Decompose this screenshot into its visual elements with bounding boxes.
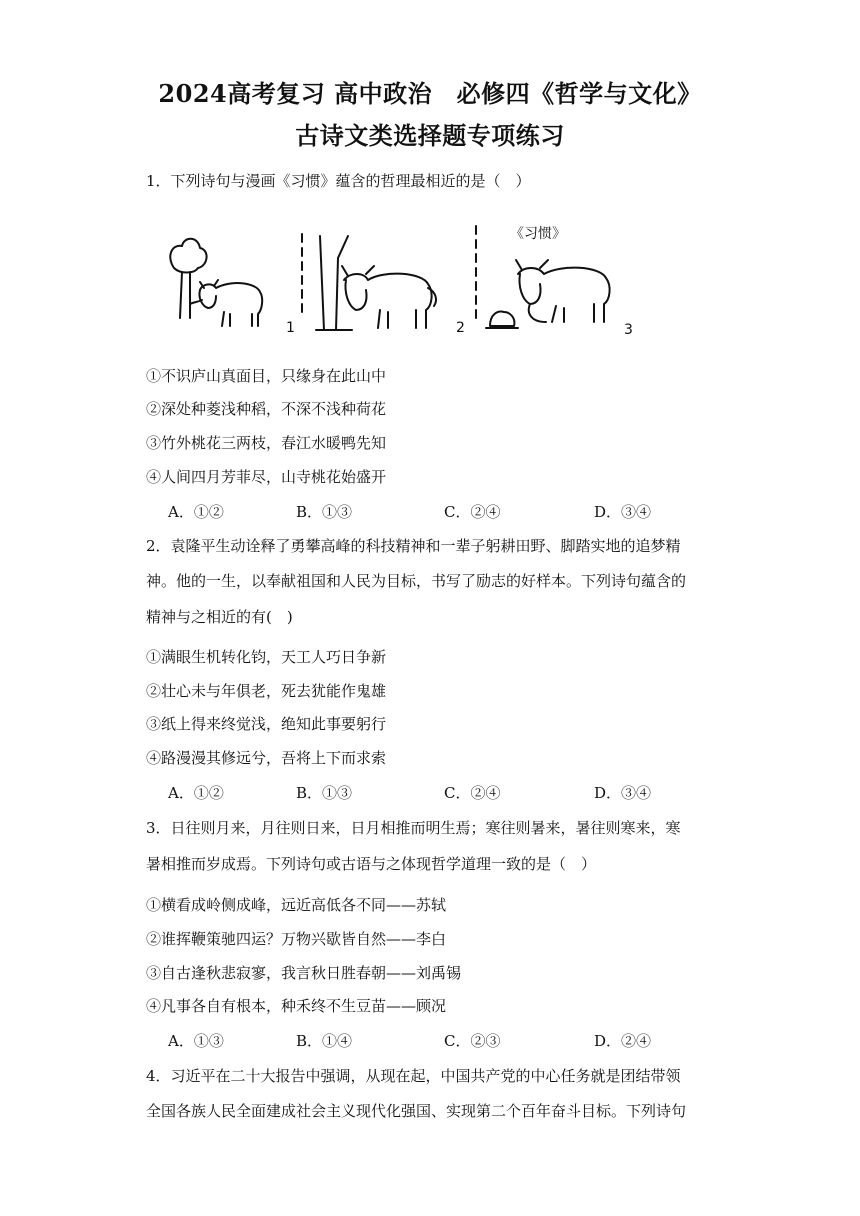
question-4-stem-line-2: 全国各族人民全面建成社会主义现代化强国、实现第二个百年奋斗目标。下列诗句 bbox=[146, 1102, 687, 1120]
question-2-item-4: ④路漫漫其修远兮，吾将上下而求索 bbox=[146, 749, 387, 767]
cartoon-panel-3 bbox=[486, 260, 610, 328]
question-1-item-2: ②深处种菱浅种稻，不深不浅种荷花 bbox=[146, 400, 387, 418]
cartoon-panel-2 bbox=[316, 236, 436, 330]
question-2-stem-line-2: 神。他的一生，以奉献祖国和人民为目标，书写了励志的好样本。下列诗句蕴含的 bbox=[146, 572, 687, 590]
question-3-option-a: A．①③ bbox=[168, 1032, 224, 1050]
cartoon-caption: 《习惯》 bbox=[510, 226, 566, 242]
question-3-stem-line-2: 暑相推而岁成焉。下列诗句或古语与之体现哲学道理一致的是（ ） bbox=[146, 855, 597, 873]
question-2-option-a: A．①② bbox=[168, 784, 224, 802]
question-1-item-3: ③竹外桃花三两枝，春江水暖鸭先知 bbox=[146, 434, 387, 452]
question-2-option-d: D．③④ bbox=[594, 784, 652, 802]
habit-cartoon bbox=[160, 218, 650, 348]
question-4-stem-line-1: 4．习近平在二十大报告中强调，从现在起，中国共产党的中心任务就是团结带领 bbox=[146, 1067, 681, 1085]
question-1-option-b: B．①③ bbox=[296, 503, 353, 521]
question-3-stem-line-1: 3．日往则月来，月往则日来，日月相推而明生焉；寒往则暑来，暑往则寒来，寒 bbox=[146, 819, 681, 837]
question-2-option-c: C．②④ bbox=[444, 784, 501, 802]
question-1-item-1: ①不识庐山真面目，只缘身在此山中 bbox=[146, 367, 387, 385]
cartoon-panel-1 bbox=[170, 239, 262, 326]
question-2-stem-line-1: 2．袁隆平生动诠释了勇攀高峰的科技精神和一辈子躬耕田野、脚踏实地的追梦精 bbox=[146, 537, 681, 555]
question-3-item-3: ③自古逢秋悲寂寥，我言秋日胜春朝——刘禹锡 bbox=[146, 964, 462, 982]
question-3-option-c: C．②③ bbox=[444, 1032, 501, 1050]
question-2-stem-line-3: 精神与之相近的有( ) bbox=[146, 608, 293, 626]
question-3-item-4: ④凡事各自有根本，种禾终不生豆苗——顾况 bbox=[146, 997, 447, 1015]
question-2-item-3: ③纸上得来终觉浅，绝知此事要躬行 bbox=[146, 715, 387, 733]
panel-number-2: 2 bbox=[456, 320, 465, 336]
question-1-option-a: A．①② bbox=[168, 503, 224, 521]
question-1-option-d: D．③④ bbox=[594, 503, 652, 521]
document-subtitle: 古诗文类选择题专项练习 bbox=[295, 121, 565, 150]
question-1-option-c: C．②④ bbox=[444, 503, 501, 521]
panel-number-1: 1 bbox=[286, 320, 295, 336]
question-3-option-b: B．①④ bbox=[296, 1032, 353, 1050]
question-1-stem: 1．下列诗句与漫画《习惯》蕴含的哲理最相近的是（ ） bbox=[146, 172, 531, 190]
question-3-option-d: D．②④ bbox=[594, 1032, 652, 1050]
question-1-item-4: ④人间四月芳菲尽，山寺桃花始盛开 bbox=[146, 468, 387, 486]
document-title: 2024高考复习 高中政治 必修四《哲学与文化》 bbox=[158, 79, 702, 108]
panel-number-3: 3 bbox=[624, 322, 633, 338]
question-2-item-1: ①满眼生机转化钧，天工人巧日争新 bbox=[146, 648, 387, 666]
question-3-item-1: ①横看成岭侧成峰，远近高低各不同——苏轼 bbox=[146, 896, 447, 914]
question-2-option-b: B．①③ bbox=[296, 784, 353, 802]
question-3-item-2: ②谁挥鞭策驰四运？万物兴歇皆自然——李白 bbox=[146, 930, 447, 948]
question-2-item-2: ②壮心未与年俱老，死去犹能作鬼雄 bbox=[146, 682, 387, 700]
